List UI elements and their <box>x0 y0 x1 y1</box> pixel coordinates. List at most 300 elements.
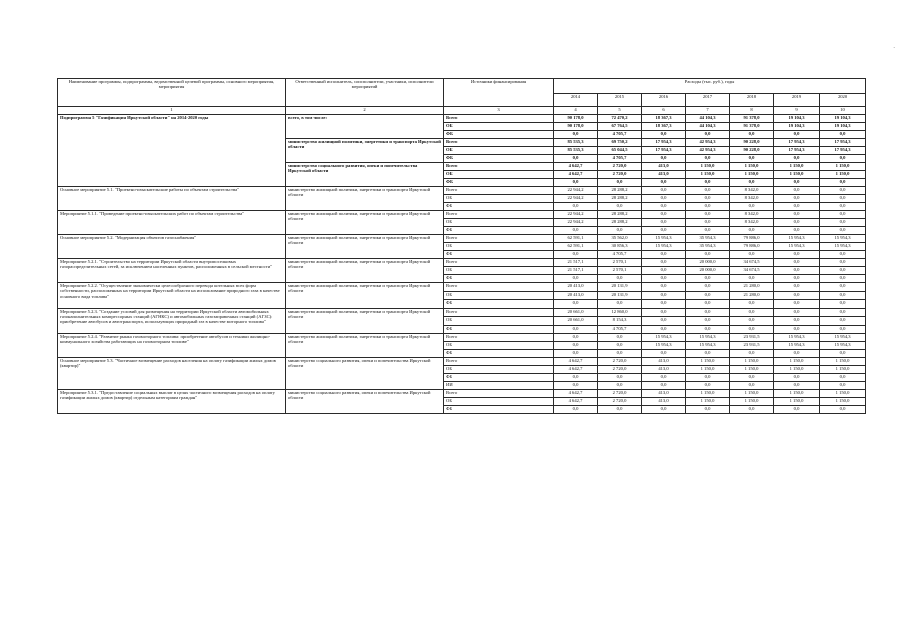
amount-cell: 0,0 <box>686 179 730 187</box>
amount-cell: 28 288,2 <box>598 195 642 203</box>
header-year: 2016 <box>642 94 686 107</box>
amount-cell: 0,0 <box>554 203 598 211</box>
amount-cell: 0,0 <box>730 203 774 211</box>
amount-cell: 0,0 <box>686 275 730 283</box>
amount-cell: 0,0 <box>774 291 820 300</box>
amount-cell: 0,0 <box>774 219 820 227</box>
amount-cell: 0,0 <box>686 131 730 139</box>
amount-cell: 28 288,2 <box>598 187 642 195</box>
amount-cell: 1 150,0 <box>820 171 866 179</box>
amount-cell: 17 954,3 <box>642 139 686 147</box>
amount-cell: 20 131,9 <box>598 291 642 300</box>
amount-cell: 413,0 <box>642 358 686 366</box>
table-row <box>58 115 866 123</box>
funding-source-cell: Всего <box>444 259 554 267</box>
executor-cell: министерство социального развития, опеки и попечительства Иркутской области <box>286 390 444 414</box>
amount-cell: 413,0 <box>642 171 686 179</box>
amount-cell: 0,0 <box>686 382 730 390</box>
amount-cell: 21 280,0 <box>730 291 774 300</box>
amount-cell: 12 860,0 <box>598 308 642 317</box>
amount-cell: 0,0 <box>774 382 820 390</box>
amount-cell: 15 954,3 <box>774 334 820 342</box>
amount-cell: 2 720,0 <box>598 163 642 171</box>
amount-cell: 0,0 <box>554 374 598 382</box>
funding-source-cell: ФБ <box>444 251 554 259</box>
executor-cell: министерство жилищной политики, энергетики и транспорта Иркутской области <box>286 283 444 309</box>
amount-cell: 0,0 <box>774 203 820 211</box>
amount-cell: 0,0 <box>642 317 686 326</box>
amount-cell: 0,0 <box>730 251 774 259</box>
funding-source-cell: ОБ <box>444 342 554 350</box>
amount-cell: 0,0 <box>730 300 774 309</box>
amount-cell: 0,0 <box>820 406 866 414</box>
amount-cell: 19 104,3 <box>820 115 866 123</box>
amount-cell: 91 378,0 <box>730 115 774 123</box>
amount-cell: 0,0 <box>554 131 598 139</box>
amount-cell: 17 954,3 <box>642 147 686 155</box>
amount-cell: 0,0 <box>730 179 774 187</box>
amount-cell: 19 104,3 <box>820 123 866 131</box>
amount-cell: 1 150,0 <box>730 171 774 179</box>
amount-cell: 0,0 <box>642 259 686 267</box>
executor-cell: министерство социального развития, опеки и попечительства Иркутской области <box>286 358 444 390</box>
funding-source-cell: ОБ <box>444 123 554 131</box>
amount-cell: 18 367,3 <box>642 123 686 131</box>
funding-source-cell: ФБ <box>444 227 554 235</box>
column-index: 5 <box>598 107 642 115</box>
amount-cell: 0,0 <box>730 131 774 139</box>
amount-cell: 0,0 <box>554 406 598 414</box>
amount-cell: 1 150,0 <box>730 163 774 171</box>
amount-cell: 0,0 <box>730 308 774 317</box>
program-name-cell: Основное мероприятие 5.1. "Проектно-изыскательские работы по объектам строительства" <box>58 187 286 211</box>
amount-cell: 15 954,3 <box>642 342 686 350</box>
amount-cell: 0,0 <box>820 227 866 235</box>
funding-source-cell: ФБ <box>444 275 554 283</box>
amount-cell: 90 178,0 <box>554 115 598 123</box>
amount-cell: 18 367,3 <box>642 115 686 123</box>
amount-cell: 35 954,3 <box>686 235 730 243</box>
amount-cell: 0,0 <box>820 219 866 227</box>
amount-cell: 2 570,1 <box>598 259 642 267</box>
amount-cell: 62 591,1 <box>554 235 598 243</box>
amount-cell: 15 954,3 <box>774 235 820 243</box>
amount-cell: 1 150,0 <box>774 163 820 171</box>
amount-cell: 1 150,0 <box>774 390 820 398</box>
amount-cell: 0,0 <box>642 275 686 283</box>
amount-cell: 0,0 <box>820 325 866 334</box>
amount-cell: 1 150,0 <box>730 398 774 406</box>
amount-cell: 0,0 <box>642 187 686 195</box>
amount-cell: 20 131,9 <box>598 283 642 292</box>
amount-cell: 0,0 <box>686 187 730 195</box>
amount-cell: 2 570,1 <box>598 267 642 275</box>
funding-source-cell: Всего <box>444 211 554 219</box>
amount-cell: 0,0 <box>642 219 686 227</box>
amount-cell: 4 642,7 <box>554 163 598 171</box>
amount-cell: 0,0 <box>642 350 686 358</box>
amount-cell: 4 642,7 <box>554 171 598 179</box>
amount-cell: 23 931,5 <box>730 342 774 350</box>
amount-cell: 0,0 <box>730 350 774 358</box>
amount-cell: 0,0 <box>554 179 598 187</box>
amount-cell: 413,0 <box>642 390 686 398</box>
amount-cell: 22 944,2 <box>554 211 598 219</box>
amount-cell: 0,0 <box>820 211 866 219</box>
funding-source-cell: ФБ <box>444 406 554 414</box>
amount-cell: 0,0 <box>730 275 774 283</box>
page-edge-mark: · <box>893 44 896 52</box>
amount-cell: 85 535,3 <box>554 139 598 147</box>
amount-cell: 79 886,0 <box>730 235 774 243</box>
amount-cell: 1 150,0 <box>686 163 730 171</box>
amount-cell: 17 954,3 <box>820 139 866 147</box>
column-index: 8 <box>730 107 774 115</box>
amount-cell: 0,0 <box>820 275 866 283</box>
amount-cell: 21 280,0 <box>730 283 774 292</box>
amount-cell: 23 931,5 <box>730 334 774 342</box>
amount-cell: 0,0 <box>730 406 774 414</box>
amount-cell: 0,0 <box>774 283 820 292</box>
amount-cell: 0,0 <box>774 187 820 195</box>
amount-cell: 28 288,2 <box>598 211 642 219</box>
amount-cell: 0,0 <box>774 406 820 414</box>
amount-cell: 0,0 <box>598 342 642 350</box>
header-year: 2018 <box>730 94 774 107</box>
amount-cell: 0,0 <box>642 227 686 235</box>
column-index: 2 <box>286 107 444 115</box>
header-year: 2014 <box>554 94 598 107</box>
program-name-cell: Мероприятие 5.2.4. "Развитие рынка газомоторного топлива: приобретение автобусов и техники жилищно-коммунального хозяйства работающих на газомоторном топливе" <box>58 334 286 358</box>
amount-cell: 28 288,2 <box>598 219 642 227</box>
amount-cell: 8 154,3 <box>598 317 642 326</box>
amount-cell: 0,0 <box>598 179 642 187</box>
amount-cell: 20 661,0 <box>554 317 598 326</box>
amount-cell: 20 000,0 <box>686 259 730 267</box>
program-name-cell: Мероприятие 5.2.1. "Строительство на территории Иркутской области внутрипоселковых газораспределительных сетей, за исключением населенных пунктов, расположенных в сельской местности" <box>58 259 286 283</box>
amount-cell: 0,0 <box>820 267 866 275</box>
header-source: Источники финансирования <box>444 79 554 107</box>
funding-source-cell: ФБ <box>444 203 554 211</box>
amount-cell: 21 517,1 <box>554 259 598 267</box>
amount-cell: 0,0 <box>774 350 820 358</box>
amount-cell: 0,0 <box>820 131 866 139</box>
amount-cell: 0,0 <box>730 155 774 163</box>
header-year: 2015 <box>598 94 642 107</box>
amount-cell: 0,0 <box>774 179 820 187</box>
amount-cell: 2 720,0 <box>598 358 642 366</box>
amount-cell: 15 954,3 <box>820 342 866 350</box>
amount-cell: 0,0 <box>598 374 642 382</box>
executor-cell: министерство жилищной политики, энергетики и транспорта Иркутской области <box>286 235 444 259</box>
amount-cell: 0,0 <box>642 211 686 219</box>
table-row <box>58 211 866 219</box>
budget-table <box>57 78 866 414</box>
amount-cell: 1 150,0 <box>774 358 820 366</box>
funding-source-cell: Всего <box>444 308 554 317</box>
amount-cell: 0,0 <box>598 350 642 358</box>
amount-cell: 0,0 <box>820 203 866 211</box>
amount-cell: 15 954,3 <box>820 235 866 243</box>
table-row <box>58 308 866 317</box>
amount-cell: 0,0 <box>820 155 866 163</box>
amount-cell: 0,0 <box>820 179 866 187</box>
amount-cell: 0,0 <box>642 291 686 300</box>
amount-cell: 34 674,5 <box>730 267 774 275</box>
funding-source-cell: ОБ <box>444 366 554 374</box>
amount-cell: 4 705,7 <box>598 131 642 139</box>
program-name-cell: Мероприятие 5.3.1. "Предоставление социальных выплат в целях частичного возмещения расходов на оплату газификации жилых домов (квартир) отдельным категориям граждан" <box>58 390 286 414</box>
amount-cell: 85 535,3 <box>554 147 598 155</box>
amount-cell: 0,0 <box>686 251 730 259</box>
amount-cell: 4 642,7 <box>554 398 598 406</box>
amount-cell: 0,0 <box>774 275 820 283</box>
funding-source-cell: ОБ <box>444 317 554 326</box>
funding-source-cell: ФБ <box>444 179 554 187</box>
amount-cell: 35 954,3 <box>686 243 730 251</box>
funding-source-cell: Всего <box>444 358 554 366</box>
amount-cell: 0,0 <box>642 267 686 275</box>
table-header-row <box>58 79 866 94</box>
funding-source-cell: ОБ <box>444 267 554 275</box>
funding-source-cell: Всего <box>444 187 554 195</box>
header-year: 2017 <box>686 94 730 107</box>
amount-cell: 90 178,0 <box>554 123 598 131</box>
amount-cell: 0,0 <box>642 131 686 139</box>
amount-cell: 0,0 <box>774 211 820 219</box>
amount-cell: 0,0 <box>774 374 820 382</box>
table-row <box>58 283 866 292</box>
executor-cell: министерство жилищной политики, энергетики и транспорта Иркутской области <box>286 334 444 358</box>
amount-cell: 8 342,0 <box>730 195 774 203</box>
amount-cell: 19 104,3 <box>774 115 820 123</box>
funding-source-cell: ОБ <box>444 171 554 179</box>
funding-source-cell: ОБ <box>444 195 554 203</box>
funding-source-cell: ОБ <box>444 398 554 406</box>
amount-cell: 1 150,0 <box>774 171 820 179</box>
amount-cell: 0,0 <box>554 275 598 283</box>
column-index: 1 <box>58 107 286 115</box>
funding-source-cell: ОБ <box>444 147 554 155</box>
amount-cell: 15 954,3 <box>642 334 686 342</box>
amount-cell: 0,0 <box>598 334 642 342</box>
program-name-cell: Мероприятие 5.2.2. "Осуществление экономически целесообразного перевода котельных всех форм собственности, расположенных на территории Иркутской области на использование природного газа в качестве основного вида топлива" <box>58 283 286 309</box>
table-row <box>58 334 866 342</box>
amount-cell: 35 562,0 <box>598 235 642 243</box>
amount-cell: 17 954,3 <box>820 147 866 155</box>
amount-cell: 0,0 <box>686 300 730 309</box>
amount-cell: 1 150,0 <box>820 390 866 398</box>
amount-cell: 0,0 <box>774 155 820 163</box>
amount-cell: 69 750,2 <box>598 139 642 147</box>
amount-cell: 0,0 <box>598 382 642 390</box>
funding-source-cell: Всего <box>444 283 554 292</box>
column-index: 3 <box>444 107 554 115</box>
funding-source-cell: Всего <box>444 115 554 123</box>
amount-cell: 0,0 <box>554 325 598 334</box>
amount-cell: 2 720,0 <box>598 171 642 179</box>
header-program: Наименование программы, подпрограммы, ведомственной целевой программы, основного мероприятия, мероприятия <box>58 79 286 107</box>
amount-cell: 20 661,0 <box>554 308 598 317</box>
amount-cell: 0,0 <box>554 227 598 235</box>
amount-cell: 0,0 <box>820 251 866 259</box>
amount-cell: 20 413,0 <box>554 283 598 292</box>
amount-cell: 0,0 <box>554 251 598 259</box>
amount-cell: 0,0 <box>642 308 686 317</box>
amount-cell: 0,0 <box>686 219 730 227</box>
amount-cell: 0,0 <box>774 131 820 139</box>
amount-cell: 42 954,3 <box>686 139 730 147</box>
amount-cell: 15 954,3 <box>642 243 686 251</box>
funding-source-cell: ОБ <box>444 291 554 300</box>
amount-cell: 1 150,0 <box>686 390 730 398</box>
amount-cell: 0,0 <box>730 325 774 334</box>
amount-cell: 0,0 <box>820 283 866 292</box>
funding-source-cell: ИИ <box>444 382 554 390</box>
amount-cell: 1 150,0 <box>686 171 730 179</box>
amount-cell: 0,0 <box>686 308 730 317</box>
amount-cell: 15 954,3 <box>774 342 820 350</box>
funding-source-cell: Всего <box>444 163 554 171</box>
amount-cell: 0,0 <box>642 195 686 203</box>
amount-cell: 0,0 <box>686 283 730 292</box>
amount-cell: 4 642,7 <box>554 390 598 398</box>
amount-cell: 8 342,0 <box>730 219 774 227</box>
amount-cell: 0,0 <box>820 195 866 203</box>
funding-source-cell: Всего <box>444 334 554 342</box>
amount-cell: 0,0 <box>820 374 866 382</box>
amount-cell: 0,0 <box>686 374 730 382</box>
column-index: 4 <box>554 107 598 115</box>
amount-cell: 90 228,0 <box>730 139 774 147</box>
amount-cell: 0,0 <box>820 317 866 326</box>
amount-cell: 0,0 <box>820 187 866 195</box>
program-name-cell: Основное мероприятие 5.2. "Модернизация объектов газоснабжения" <box>58 235 286 259</box>
amount-cell: 44 104,3 <box>686 123 730 131</box>
amount-cell: 0,0 <box>820 300 866 309</box>
amount-cell: 2 720,0 <box>598 366 642 374</box>
amount-cell: 1 150,0 <box>730 390 774 398</box>
executor-cell: министерство жилищной политики, энергетики и транспорта Иркутской области <box>286 139 444 163</box>
amount-cell: 0,0 <box>686 317 730 326</box>
amount-cell: 1 150,0 <box>686 366 730 374</box>
table-row <box>58 390 866 398</box>
amount-cell: 0,0 <box>686 155 730 163</box>
amount-cell: 1 150,0 <box>730 358 774 366</box>
amount-cell: 15 954,3 <box>820 243 866 251</box>
amount-cell: 4 705,7 <box>598 325 642 334</box>
amount-cell: 0,0 <box>730 382 774 390</box>
amount-cell: 15 954,3 <box>686 342 730 350</box>
amount-cell: 0,0 <box>642 374 686 382</box>
amount-cell: 22 944,2 <box>554 195 598 203</box>
amount-cell: 17 954,3 <box>774 147 820 155</box>
funding-source-cell: ФБ <box>444 374 554 382</box>
amount-cell: 34 674,5 <box>730 259 774 267</box>
amount-cell: 2 720,0 <box>598 398 642 406</box>
amount-cell: 62 591,1 <box>554 243 598 251</box>
amount-cell: 0,0 <box>730 317 774 326</box>
amount-cell: 0,0 <box>820 259 866 267</box>
funding-source-cell: ОБ <box>444 219 554 227</box>
amount-cell: 1 150,0 <box>774 366 820 374</box>
amount-cell: 0,0 <box>642 406 686 414</box>
amount-cell: 0,0 <box>598 227 642 235</box>
amount-cell: 0,0 <box>598 406 642 414</box>
amount-cell: 20 413,0 <box>554 291 598 300</box>
amount-cell: 1 150,0 <box>820 358 866 366</box>
amount-cell: 21 517,1 <box>554 267 598 275</box>
amount-cell: 0,0 <box>642 325 686 334</box>
program-name-cell: Мероприятие 5.1.1. "Проведение проектно-изыскательских работ по объектам строительства" <box>58 211 286 235</box>
amount-cell: 42 954,3 <box>686 147 730 155</box>
amount-cell: 72 470,2 <box>598 115 642 123</box>
amount-cell: 413,0 <box>642 163 686 171</box>
executor-cell: министерство жилищной политики, энергетики и транспорта Иркутской области <box>286 211 444 235</box>
funding-source-cell: Всего <box>444 139 554 147</box>
amount-cell: 15 954,3 <box>686 334 730 342</box>
amount-cell: 1 150,0 <box>820 163 866 171</box>
amount-cell: 15 954,3 <box>774 243 820 251</box>
amount-cell: 0,0 <box>774 259 820 267</box>
amount-cell: 22 944,2 <box>554 187 598 195</box>
amount-cell: 413,0 <box>642 398 686 406</box>
amount-cell: 0,0 <box>730 227 774 235</box>
amount-cell: 0,0 <box>554 382 598 390</box>
header-year: 2020 <box>820 94 866 107</box>
funding-source-cell: Всего <box>444 235 554 243</box>
amount-cell: 0,0 <box>686 195 730 203</box>
amount-cell: 0,0 <box>820 308 866 317</box>
amount-cell: 1 150,0 <box>820 398 866 406</box>
amount-cell: 22 944,2 <box>554 219 598 227</box>
amount-cell: 0,0 <box>598 275 642 283</box>
column-index: 10 <box>820 107 866 115</box>
column-index: 9 <box>774 107 820 115</box>
executor-cell: министерство жилищной политики, энергетики и транспорта Иркутской области <box>286 259 444 283</box>
amount-cell: 0,0 <box>642 382 686 390</box>
table-row <box>58 187 866 195</box>
amount-cell: 0,0 <box>642 179 686 187</box>
amount-cell: 0,0 <box>774 267 820 275</box>
amount-cell: 0,0 <box>686 406 730 414</box>
funding-source-cell: ФБ <box>444 350 554 358</box>
amount-cell: 1 150,0 <box>774 398 820 406</box>
column-index-row <box>58 107 866 115</box>
amount-cell: 0,0 <box>686 350 730 358</box>
amount-cell: 0,0 <box>686 291 730 300</box>
funding-source-cell: Всего <box>444 390 554 398</box>
amount-cell: 0,0 <box>642 203 686 211</box>
amount-cell: 91 378,0 <box>730 123 774 131</box>
table-row <box>58 358 866 366</box>
amount-cell: 4 642,7 <box>554 358 598 366</box>
amount-cell: 1 150,0 <box>730 366 774 374</box>
amount-cell: 0,0 <box>642 251 686 259</box>
header-year: 2019 <box>774 94 820 107</box>
amount-cell: 0,0 <box>554 334 598 342</box>
amount-cell: 8 342,0 <box>730 187 774 195</box>
funding-source-cell: ОБ <box>444 243 554 251</box>
amount-cell: 413,0 <box>642 366 686 374</box>
amount-cell: 0,0 <box>686 325 730 334</box>
amount-cell: 1 150,0 <box>686 398 730 406</box>
amount-cell: 2 720,0 <box>598 390 642 398</box>
funding-source-cell: ФБ <box>444 155 554 163</box>
header-expenses: Расходы (тыс. руб.), годы <box>554 79 866 94</box>
amount-cell: 0,0 <box>774 251 820 259</box>
amount-cell: 1 150,0 <box>686 358 730 366</box>
